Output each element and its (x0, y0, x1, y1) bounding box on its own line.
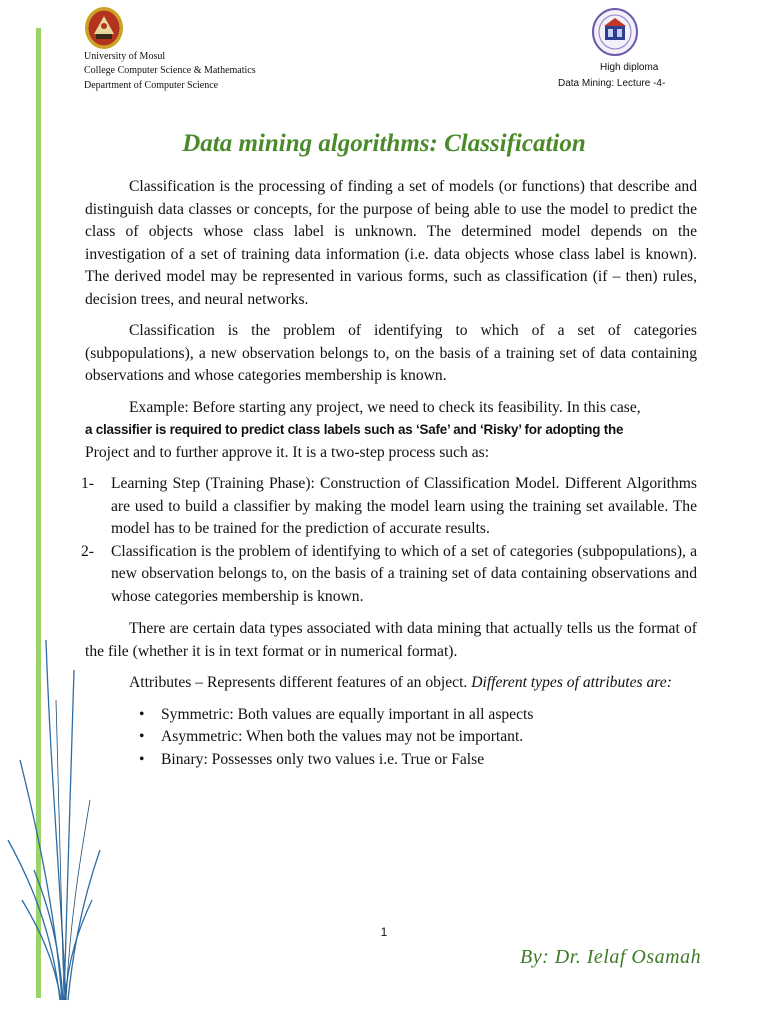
step-number: 1- (81, 475, 94, 492)
university-logo (84, 6, 124, 50)
bullet-icon: • (139, 750, 145, 768)
step-text: Classification is the problem of identifying to which of a set of categories (subpopulations), a new observation belongs to, on the basis of a training set of data containing observations and whose categories membership is known. (111, 542, 697, 605)
list-item (139, 749, 697, 772)
list-item (81, 541, 697, 609)
example-text-end: Project and to further approve it. It is a two-step process such as: (85, 443, 490, 461)
step-text: Learning Step (Training Phase): Construction of Classification Model. Different Algorithms are used to build a classifier by making the model learn using the training set available. The model has to be trained for the prediction of accurate results. (111, 475, 697, 537)
page-title: Data mining algorithms: Classification (182, 130, 586, 157)
list-item (139, 726, 697, 749)
course-info (558, 60, 665, 92)
page-number: 1 (380, 925, 388, 939)
attributes-italic-text: Different types of attributes are: (471, 674, 672, 691)
department-name: Department of Computer Science (84, 80, 219, 91)
step-number: 2- (81, 542, 94, 560)
bullet-icon: • (139, 728, 145, 745)
institution-header (84, 50, 256, 93)
author-signature: By: Dr. Ielaf Osamah (520, 946, 702, 968)
list-item (81, 473, 697, 541)
document-body (81, 176, 697, 771)
paragraph-example (85, 397, 697, 465)
paragraph-classification-definition: Classification is the processing of finding a set of models (or functions) that describe and distinguish data classes or concepts, for the purpose of being able to use the model to predict the class of objects whose class label is unknown. The determined model depends on the investigation of a set of training data information (i.e. data objects whose class label is known). The derived model may be represented in various forms, such as classification (if – then) rules, decision trees, and neural networks. (85, 178, 697, 308)
attribute-type-text: Binary: Possesses only two values i.e. True or False (161, 750, 485, 768)
list-item (139, 704, 697, 727)
lecture-label: Data Mining: Lecture -4- (558, 78, 666, 89)
university-name: University of Mosul (84, 51, 166, 62)
program-name: High diploma (600, 62, 659, 73)
college-name: College Computer Science & Mathematics (84, 64, 256, 76)
paragraph-classification-problem: Classification is the problem of identifying to which of a set of categories (subpopulations), a new observation belongs to, on the basis of a training set of data containing observations and whose categories membership is known. (85, 322, 697, 384)
example-text-start: Example: Before starting any project, we need to check its feasibility. In this case, (129, 398, 641, 416)
college-logo (592, 8, 638, 56)
process-steps-list (81, 473, 697, 608)
paragraph-attributes (85, 672, 697, 695)
attribute-types-list (85, 704, 697, 772)
example-bold-text: a classifier is required to predict class labels such as ‘Safe’ and ‘Risky’ for adopting the (85, 422, 624, 437)
bullet-icon: • (139, 705, 145, 723)
attributes-text: Attributes – Represents different features of an object. (129, 674, 468, 691)
attribute-type-text: Symmetric: Both values are equally important in all aspects (161, 705, 534, 723)
attribute-type-text: Asymmetric: When both the values may not be important. (161, 728, 524, 745)
paragraph-data-types: There are certain data types associated with data mining that actually tells us the format of the file (whether it is in text format or in numerical format). (85, 620, 697, 660)
